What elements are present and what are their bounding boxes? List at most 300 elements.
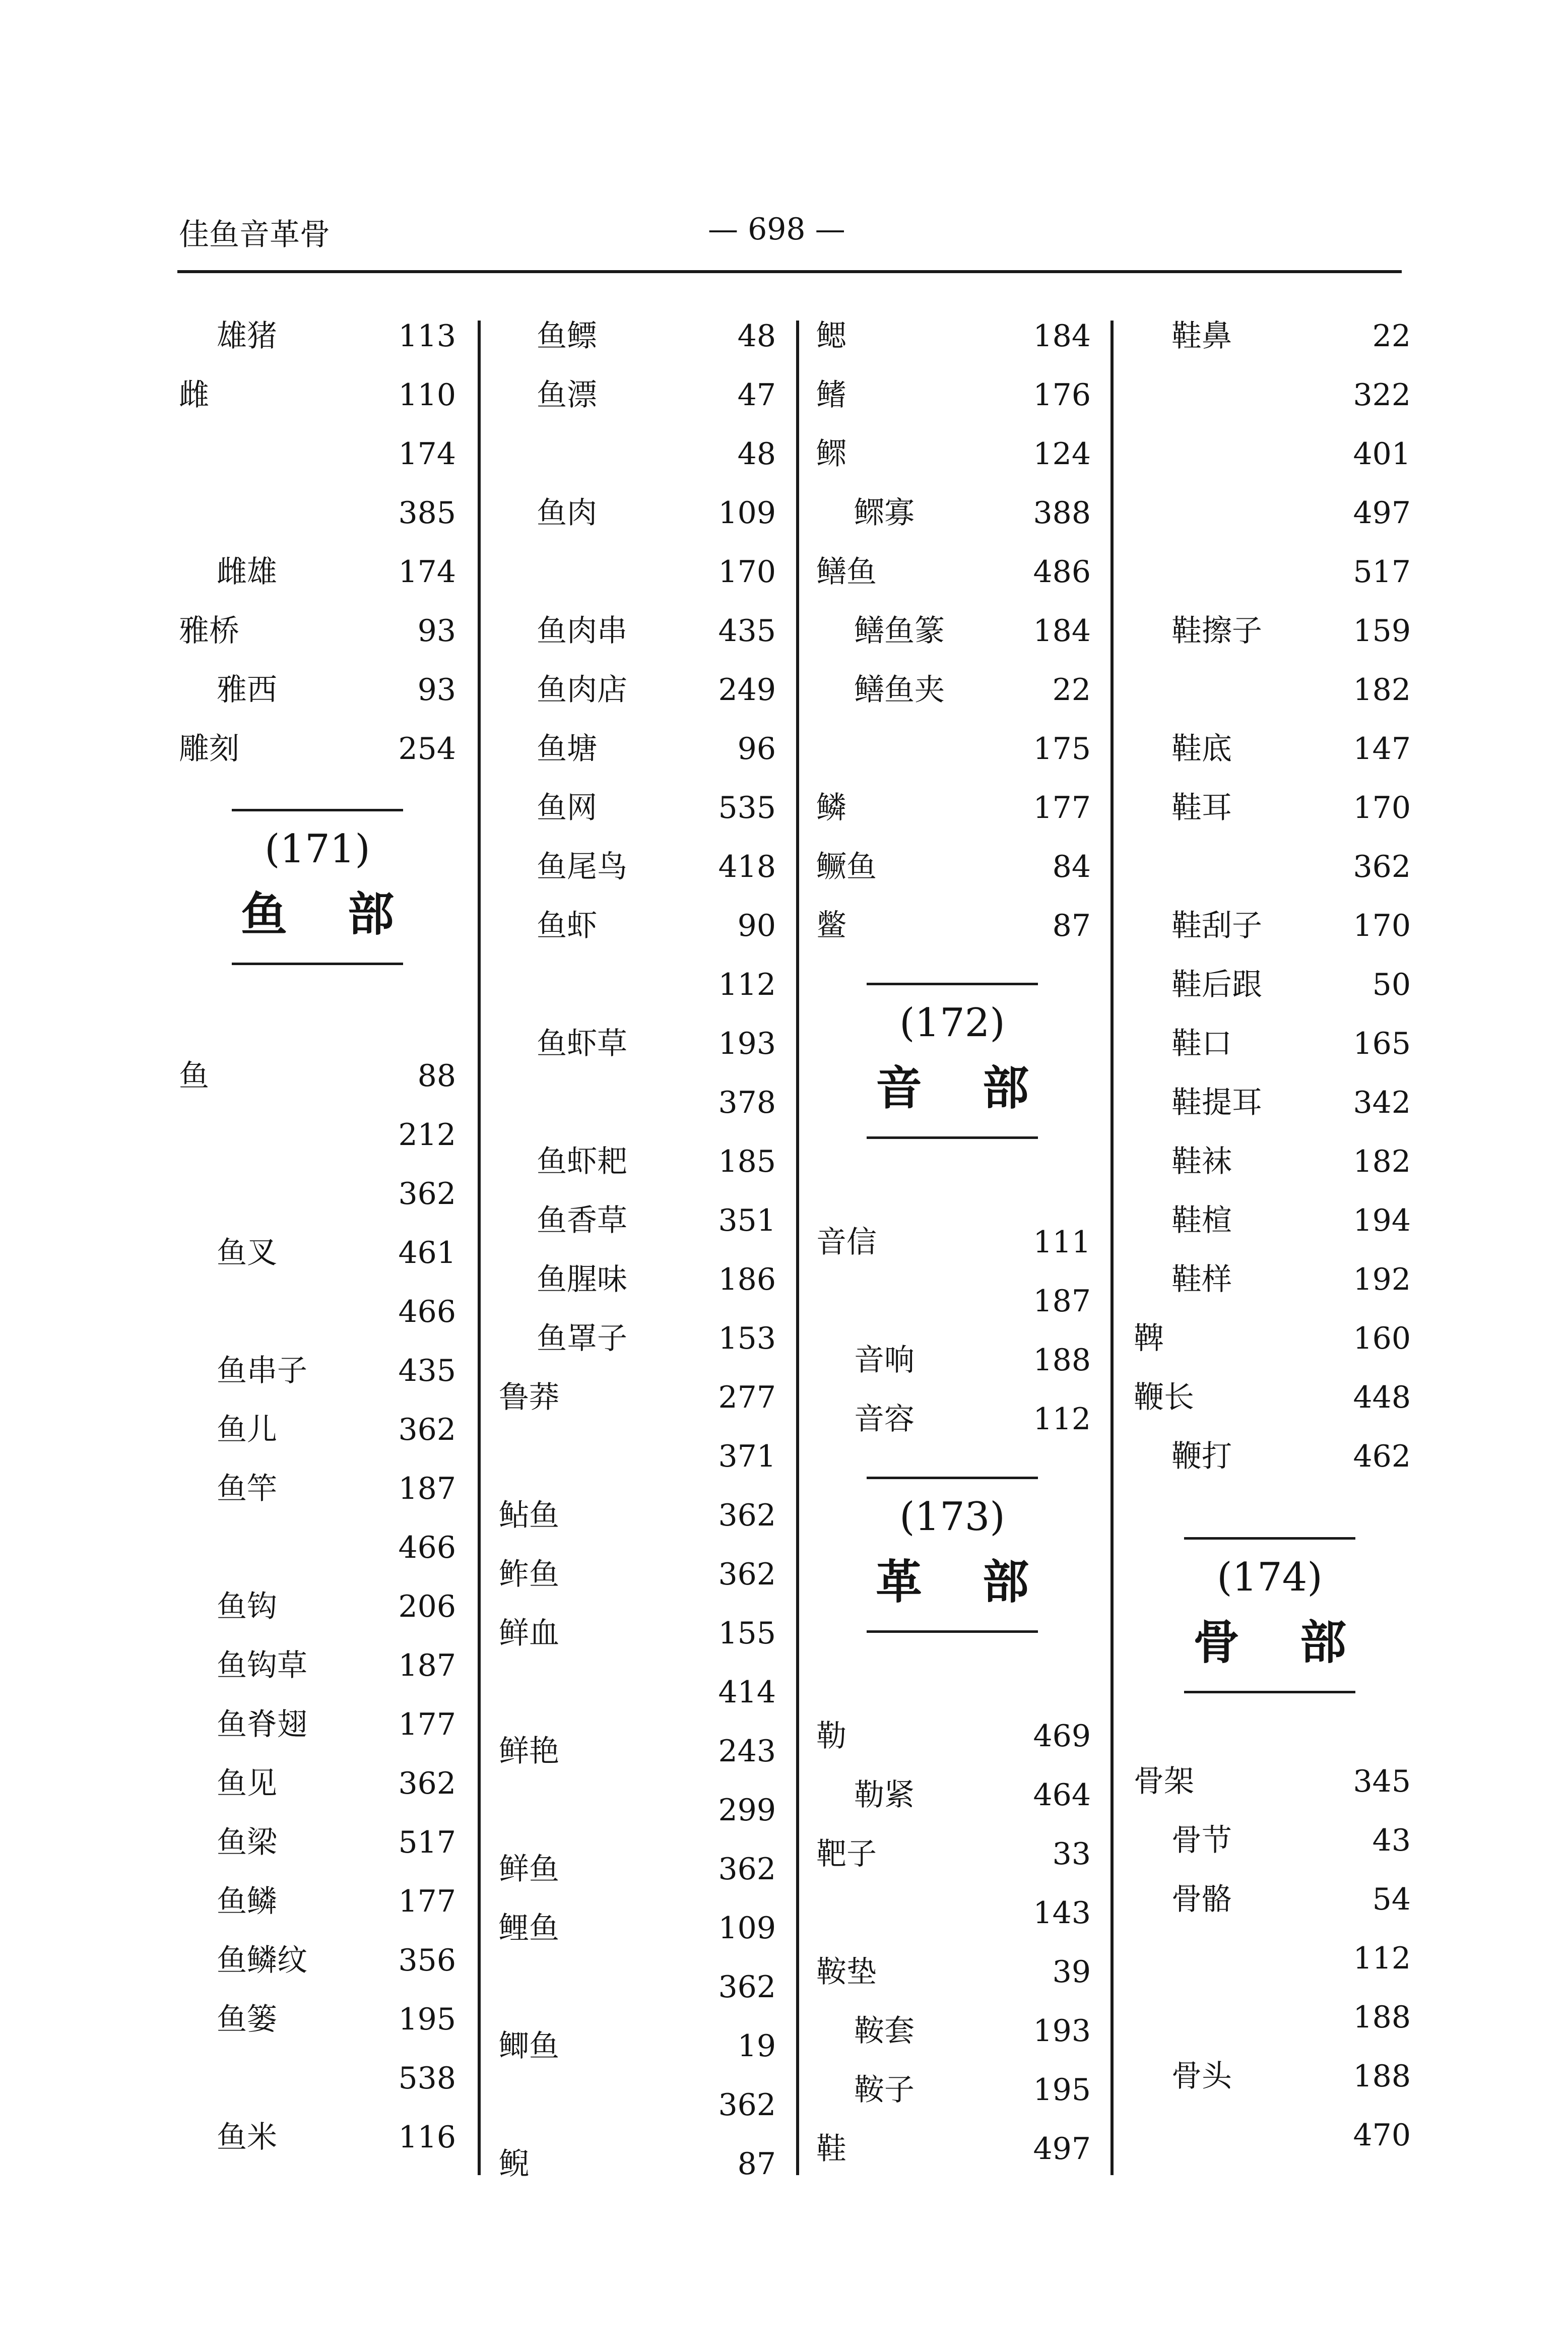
entry-page-number: 466	[398, 1294, 456, 1329]
entry-word: 雌雄	[217, 554, 277, 590]
entry-word: 鲇鱼	[499, 1498, 559, 1533]
index-entry	[499, 372, 776, 418]
entry-page-number: 124	[1033, 436, 1091, 472]
radical-section-heading	[199, 779, 436, 995]
entry-page-number: 184	[1033, 613, 1091, 649]
index-entry	[179, 490, 456, 536]
index-entry	[1134, 962, 1411, 1007]
section-number: (172)	[899, 1000, 1005, 1046]
entry-page-number: 470	[1353, 2118, 1411, 2153]
entry-page-number: 93	[417, 672, 456, 708]
index-entry	[1134, 1995, 1411, 2040]
index-entry	[816, 726, 1091, 772]
section-rule-top	[867, 983, 1038, 985]
entry-page-number: 43	[1372, 1823, 1411, 1858]
entry-word: 鱼网	[537, 790, 597, 825]
entry-page-number: 165	[1353, 1026, 1411, 1061]
entry-page-number: 88	[417, 1058, 456, 1094]
entry-word: 鞋口	[1171, 1026, 1232, 1061]
index-entry	[1134, 1139, 1411, 1184]
entry-word: 鞋后跟	[1171, 967, 1262, 1002]
entry-word: 鳍	[816, 377, 846, 413]
entry-word: 鱼见	[217, 1766, 277, 1801]
entry-word: 鞋	[816, 2131, 846, 2167]
entry-page-number: 435	[718, 613, 776, 649]
index-entry	[816, 1713, 1091, 1759]
entry-word: 鱼虾草	[537, 1026, 627, 1061]
index-entry	[499, 1611, 776, 1656]
entry-word: 鱼儿	[217, 1412, 277, 1447]
index-entry	[1134, 372, 1411, 418]
entry-word: 勒紧	[854, 1777, 914, 1813]
entry-page-number: 362	[718, 1852, 776, 1887]
index-entry	[499, 1316, 776, 1361]
entry-page-number: 33	[1052, 1836, 1091, 1872]
entry-page-number: 464	[1033, 1777, 1091, 1813]
index-entry	[1134, 1080, 1411, 1125]
index-entry	[499, 1375, 776, 1420]
entry-word: 鞋擦子	[1171, 613, 1262, 649]
entry-word: 鞋袜	[1171, 1144, 1232, 1179]
entry-page-number: 177	[398, 1707, 456, 1742]
entry-page-number: 22	[1052, 672, 1091, 708]
entry-word: 鱼脊翅	[217, 1707, 307, 1742]
column-divider	[478, 321, 481, 2175]
index-entry	[816, 1831, 1091, 1877]
index-entry	[816, 785, 1091, 831]
entry-page-number: 362	[718, 1498, 776, 1533]
running-header-radicals: 佳鱼音革骨	[179, 217, 330, 252]
entry-word: 鳏	[816, 436, 846, 472]
entry-word: 鱼肉店	[537, 672, 627, 708]
entry-page-number: 345	[1353, 1764, 1411, 1799]
index-entry	[816, 844, 1091, 890]
section-number: (173)	[899, 1494, 1005, 1540]
index-entry	[499, 490, 776, 536]
section-title	[199, 887, 436, 942]
entry-page-number: 277	[718, 1380, 776, 1415]
entry-page-number: 448	[1353, 1380, 1411, 1415]
entry-page-number: 462	[1353, 1439, 1411, 1474]
entry-word: 雅桥	[179, 613, 239, 649]
index-entry	[816, 490, 1091, 536]
entry-page-number: 249	[718, 672, 776, 708]
index-entry	[179, 1879, 456, 1924]
entry-page-number: 174	[398, 554, 456, 590]
index-entry	[816, 2067, 1091, 2113]
entry-page-number: 466	[398, 1530, 456, 1565]
index-entry	[1134, 1818, 1411, 1863]
entry-page-number: 188	[1353, 2059, 1411, 2094]
entry-word: 鞍垫	[816, 1954, 877, 1990]
entry-page-number: 385	[398, 495, 456, 531]
entry-page-number: 155	[718, 1616, 776, 1651]
index-entry	[816, 1396, 1091, 1442]
entry-page-number: 486	[1033, 554, 1091, 590]
index-entry	[499, 667, 776, 713]
index-entry	[1134, 903, 1411, 948]
entry-page-number: 254	[398, 731, 456, 767]
entry-word: 鞋样	[1171, 1262, 1232, 1297]
section-number: (174)	[1217, 1555, 1323, 1600]
entry-word: 鲜血	[499, 1616, 559, 1651]
index-entry	[1134, 608, 1411, 654]
entry-page-number: 93	[417, 613, 456, 649]
entry-page-number: 243	[718, 1734, 776, 1769]
entry-page-number: 362	[718, 1970, 776, 2005]
entry-page-number: 48	[737, 319, 776, 354]
index-entry	[499, 1847, 776, 1892]
entry-word: 鱼钩草	[217, 1648, 307, 1683]
entry-page-number: 517	[1353, 554, 1411, 590]
index-entry	[816, 608, 1091, 654]
entry-page-number: 87	[1052, 908, 1091, 943]
entry-word: 骨节	[1171, 1823, 1232, 1858]
index-entry	[499, 1729, 776, 1774]
entry-page-number: 47	[737, 377, 776, 413]
index-entry	[499, 1257, 776, 1302]
entry-page-number: 362	[398, 1176, 456, 1212]
entry-word: 鱼钩	[217, 1589, 277, 1624]
entry-word: 鞋耳	[1171, 790, 1232, 825]
entry-word: 鱼梁	[217, 1825, 277, 1860]
index-entry	[179, 667, 456, 713]
index-entry	[816, 2126, 1091, 2172]
index-entry	[179, 1230, 456, 1276]
index-entry	[816, 372, 1091, 418]
index-entry	[816, 1890, 1091, 1936]
entry-word: 鱼罩子	[537, 1321, 627, 1356]
entry-page-number: 112	[718, 967, 776, 1002]
entry-page-number: 188	[1353, 2000, 1411, 2035]
entry-page-number: 176	[1033, 377, 1091, 413]
index-entry	[179, 1053, 456, 1099]
entry-page-number: 187	[398, 1471, 456, 1506]
entry-word: 鱼虾	[537, 908, 597, 943]
section-rule-bottom	[1184, 1691, 1355, 1693]
entry-page-number: 186	[718, 1262, 776, 1297]
radical-section-heading	[1154, 1507, 1386, 1724]
column-divider	[1110, 321, 1114, 2175]
entry-page-number: 362	[1353, 849, 1411, 884]
index-entry	[179, 608, 456, 654]
entry-word: 鳏寡	[854, 495, 914, 531]
entry-word: 勒	[816, 1719, 846, 1754]
entry-word: 鞭长	[1134, 1380, 1194, 1415]
index-entry	[816, 1338, 1091, 1383]
entry-word: 鞋楦	[1171, 1203, 1232, 1238]
entry-page-number: 109	[718, 1911, 776, 1946]
header-rule	[177, 270, 1402, 273]
entry-page-number: 110	[398, 377, 456, 413]
entry-word: 鱼肉串	[537, 613, 627, 649]
index-entry	[179, 372, 456, 418]
index-entry	[179, 1761, 456, 1806]
entry-page-number: 195	[1033, 2072, 1091, 2108]
section-rule-top	[867, 1477, 1038, 1479]
index-entry	[1134, 2113, 1411, 2158]
index-entry	[499, 844, 776, 890]
index-entry	[179, 1525, 456, 1570]
section-title-char: 音	[875, 1061, 922, 1115]
section-rule-top	[1184, 1537, 1355, 1540]
section-title-char: 革	[875, 1555, 922, 1609]
entry-word: 鞋鼻	[1171, 319, 1232, 354]
entry-page-number: 170	[1353, 908, 1411, 943]
index-entry	[179, 431, 456, 477]
index-entry	[1134, 667, 1411, 713]
entry-word: 鳝鱼篆	[854, 613, 945, 649]
index-entry	[499, 785, 776, 831]
entry-word: 鱼肉	[537, 495, 597, 531]
index-entry	[1134, 1257, 1411, 1302]
index-entry	[816, 1220, 1091, 1265]
index-entry	[816, 1279, 1091, 1324]
entry-word: 鳝鱼	[816, 554, 877, 590]
entry-page-number: 362	[398, 1766, 456, 1801]
index-entry	[179, 1289, 456, 1335]
entry-word: 鱼腥味	[537, 1262, 627, 1297]
entry-word: 鳃	[816, 319, 846, 354]
index-entry	[179, 1938, 456, 1983]
index-entry	[499, 1080, 776, 1125]
entry-page-number: 362	[718, 2087, 776, 2123]
entry-word: 鞋刮子	[1171, 908, 1262, 943]
entry-word: 鲤鱼	[499, 1911, 559, 1946]
entry-word: 音响	[854, 1343, 914, 1378]
index-entry	[499, 313, 776, 359]
entry-word: 鲜艳	[499, 1734, 559, 1769]
index-entry	[1134, 549, 1411, 595]
index-entry	[1134, 844, 1411, 890]
entry-word: 音信	[816, 1225, 877, 1260]
index-entry	[499, 726, 776, 772]
entry-word: 靶子	[816, 1836, 877, 1872]
entry-page-number: 194	[1353, 1203, 1411, 1238]
entry-page-number: 351	[718, 1203, 776, 1238]
entry-page-number: 116	[398, 2120, 456, 2155]
radical-section-heading	[836, 952, 1068, 1169]
index-entry	[816, 1772, 1091, 1818]
index-entry	[499, 903, 776, 948]
entry-page-number: 111	[1033, 1225, 1091, 1260]
entry-page-number: 362	[718, 1557, 776, 1592]
entry-word: 鲜鱼	[499, 1852, 559, 1887]
entry-page-number: 469	[1033, 1719, 1091, 1754]
entry-page-number: 356	[398, 1943, 456, 1978]
entry-page-number: 378	[718, 1085, 776, 1120]
entry-word: 鱼米	[217, 2120, 277, 2155]
entry-page-number: 206	[398, 1589, 456, 1624]
index-entry	[499, 1198, 776, 1243]
entry-word: 鱼香草	[537, 1203, 627, 1238]
index-entry	[499, 2023, 776, 2069]
entry-page-number: 188	[1033, 1343, 1091, 1378]
entry-word: 鱼串子	[217, 1353, 307, 1388]
entry-word: 鱼鳞纹	[217, 1943, 307, 1978]
index-entry	[499, 549, 776, 595]
entry-word: 鞍套	[854, 2013, 914, 2049]
index-entry	[499, 608, 776, 654]
index-entry	[816, 313, 1091, 359]
entry-page-number: 535	[718, 790, 776, 825]
entry-page-number: 87	[737, 2146, 776, 2182]
section-title-char: 部	[1300, 1616, 1347, 1670]
entry-page-number: 48	[737, 436, 776, 472]
entry-word: 雄猪	[217, 319, 277, 354]
section-rule-bottom	[232, 963, 403, 965]
entry-page-number: 371	[718, 1439, 776, 1474]
entry-page-number: 143	[1033, 1895, 1091, 1931]
entry-page-number: 159	[1353, 613, 1411, 649]
section-number: (171)	[265, 827, 370, 872]
section-title	[836, 1555, 1068, 1610]
entry-page-number: 113	[398, 319, 456, 354]
entry-page-number: 19	[737, 2028, 776, 2064]
entry-page-number: 160	[1353, 1321, 1411, 1356]
entry-word: 雌	[179, 377, 209, 413]
entry-page-number: 170	[1353, 790, 1411, 825]
entry-page-number: 109	[718, 495, 776, 531]
entry-page-number: 177	[1033, 790, 1091, 825]
section-rule-bottom	[867, 1630, 1038, 1633]
entry-word: 鱼塘	[537, 731, 597, 767]
entry-page-number: 299	[718, 1793, 776, 1828]
entry-page-number: 538	[398, 2061, 456, 2096]
index-entry	[816, 667, 1091, 713]
entry-page-number: 177	[398, 1884, 456, 1919]
entry-page-number: 184	[1033, 319, 1091, 354]
entry-word: 骨架	[1134, 1764, 1194, 1799]
entry-page-number: 187	[1033, 1284, 1091, 1319]
section-title-char: 部	[348, 887, 395, 941]
entry-word: 雕刻	[179, 731, 239, 767]
entry-page-number: 322	[1353, 377, 1411, 413]
index-entry	[499, 2082, 776, 2128]
index-entry	[499, 1434, 776, 1479]
entry-word: 鱼尾鸟	[537, 849, 627, 884]
index-entry	[179, 1584, 456, 1629]
entry-word: 鞍子	[854, 2072, 914, 2108]
entry-page-number: 342	[1353, 1085, 1411, 1120]
section-title	[1154, 1615, 1386, 1671]
index-entry	[179, 1466, 456, 1511]
index-entry	[499, 1670, 776, 1715]
entry-word: 鞋底	[1171, 731, 1232, 767]
index-entry	[816, 2008, 1091, 2054]
index-entry	[1134, 2054, 1411, 2099]
entry-word: 鲊鱼	[499, 1557, 559, 1592]
entry-page-number: 362	[398, 1412, 456, 1447]
entry-word: 音容	[854, 1402, 914, 1437]
index-entry	[816, 431, 1091, 477]
entry-word: 鲵	[499, 2146, 529, 2182]
entry-word: 鱼	[179, 1058, 209, 1094]
entry-word: 鞭打	[1171, 1439, 1232, 1474]
entry-page-number: 182	[1353, 672, 1411, 708]
index-entry	[179, 1702, 456, 1747]
page-number: — 698 —	[708, 212, 845, 247]
entry-word: 鱼虾耙	[537, 1144, 627, 1179]
entry-page-number: 84	[1052, 849, 1091, 884]
index-entry	[1134, 1759, 1411, 1804]
entry-page-number: 517	[398, 1825, 456, 1860]
index-entry	[179, 1112, 456, 1158]
entry-word: 鳜鱼	[816, 849, 877, 884]
entry-page-number: 174	[398, 436, 456, 472]
entry-page-number: 497	[1033, 2131, 1091, 2167]
entry-word: 鱼竿	[217, 1471, 277, 1506]
entry-page-number: 187	[398, 1648, 456, 1683]
index-entry	[499, 2141, 776, 2187]
column-divider	[796, 321, 799, 2175]
section-rule-top	[232, 809, 403, 811]
entry-page-number: 192	[1353, 1262, 1411, 1297]
section-title-char: 骨	[1193, 1616, 1239, 1670]
index-entry	[499, 1139, 776, 1184]
entry-word: 鱼鳞	[217, 1884, 277, 1919]
index-entry	[1134, 1375, 1411, 1420]
index-entry	[816, 903, 1091, 948]
index-entry	[1134, 431, 1411, 477]
entry-word: 鲫鱼	[499, 2028, 559, 2064]
entry-page-number: 193	[1033, 2013, 1091, 2049]
section-title-char: 部	[983, 1061, 1029, 1115]
entry-word: 鱼鳔	[537, 319, 597, 354]
entry-word: 骨头	[1171, 2059, 1232, 2094]
index-entry	[499, 962, 776, 1007]
section-rule-bottom	[867, 1136, 1038, 1139]
entry-page-number: 435	[398, 1353, 456, 1388]
entry-page-number: 112	[1033, 1402, 1091, 1437]
index-entry	[179, 1997, 456, 2042]
entry-page-number: 170	[718, 554, 776, 590]
entry-page-number: 195	[398, 2002, 456, 2037]
entry-word: 雅西	[217, 672, 277, 708]
entry-page-number: 193	[718, 1026, 776, 1061]
entry-page-number: 418	[718, 849, 776, 884]
entry-page-number: 414	[718, 1675, 776, 1710]
index-entry	[499, 1552, 776, 1597]
index-entry	[1134, 1877, 1411, 1922]
index-entry	[816, 549, 1091, 595]
section-title-char: 部	[983, 1555, 1029, 1609]
index-entry	[1134, 1434, 1411, 1479]
entry-word: 鱼叉	[217, 1235, 277, 1271]
index-entry	[1134, 785, 1411, 831]
entry-page-number: 185	[718, 1144, 776, 1179]
index-entry	[1134, 1021, 1411, 1066]
entry-page-number: 401	[1353, 436, 1411, 472]
entry-page-number: 147	[1353, 731, 1411, 767]
entry-page-number: 175	[1033, 731, 1091, 767]
index-entry	[179, 1171, 456, 1217]
entry-word: 鞞	[1134, 1321, 1164, 1356]
entry-word: 鳖	[816, 908, 846, 943]
section-title	[836, 1061, 1068, 1116]
section-title-char: 鱼	[240, 887, 287, 941]
entry-page-number: 388	[1033, 495, 1091, 531]
index-entry	[1134, 490, 1411, 536]
index-entry	[1134, 313, 1411, 359]
index-entry	[179, 726, 456, 772]
entry-word: 鱼篓	[217, 2002, 277, 2037]
index-entry	[179, 2115, 456, 2160]
entry-page-number: 22	[1372, 319, 1411, 354]
entry-word: 骨骼	[1171, 1882, 1232, 1917]
entry-word: 鳝鱼夹	[854, 672, 945, 708]
index-entry	[179, 1643, 456, 1688]
